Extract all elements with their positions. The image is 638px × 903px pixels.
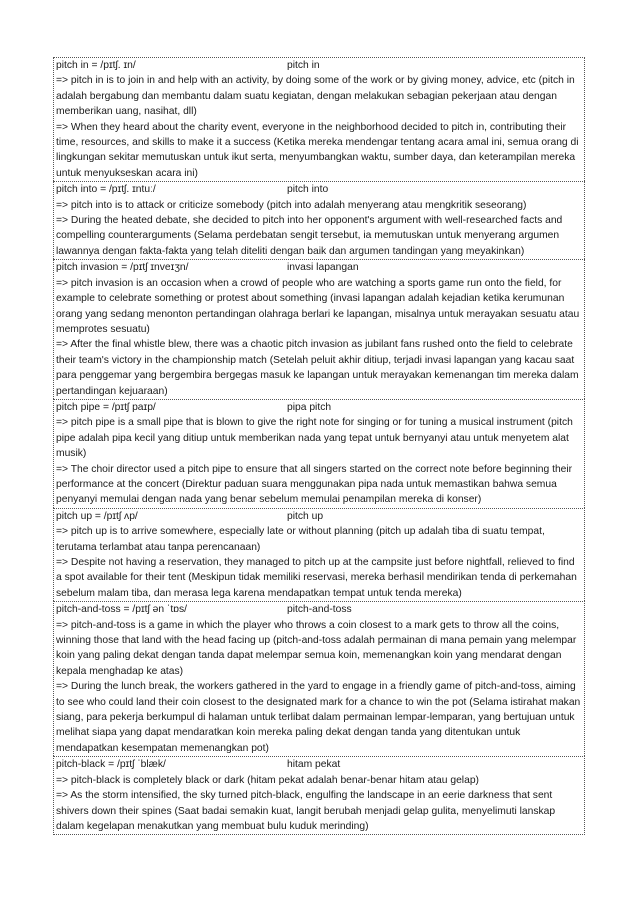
entry-header	[56, 58, 582, 73]
entry-definition: => pitch-and-toss is a game in which the player who throws a coin closest to a mark gets to throw all the coins, winning those that land with the head facing up (pitch-and-toss adalah permainan di mana pemain yang melempar koin yang paling dekat dengan tanda dapat melempar semua koin, memenangkan koin yang mendarat dengan kepala menghadap ke atas)	[56, 619, 577, 677]
vocabulary-table	[53, 57, 585, 835]
entry-definition: => pitch into is to attack or criticize somebody (pitch into adalah menyerang atau mengkritik seseorang)	[56, 199, 527, 211]
entry-header	[56, 260, 582, 275]
entry-pitch-black	[53, 756, 585, 835]
entry-definition: => pitch pipe is a small pipe that is blown to give the right note for singing or for tuning a musical instrument (pitch pipe adalah pipa kecil yang ditiup untuk memberikan nada yang tepat untuk bernyanyi atau untuk menyetem alat musik)	[56, 417, 573, 460]
entry-example: => When they heard about the charity event, everyone in the neighborhood decided to pitch in, contributing their time, resources, and skills to make it a success (Ketika mereka mendengar tentang acara amal ini, semua orang di lingkungan sekitar memutuskan untuk ikut serta, menyumbangkan waktu, sumber daya, dan keterampilan mereka untuk menyukseskan acara ini)	[56, 121, 579, 179]
entry-example: => As the storm intensified, the sky turned pitch-black, engulfing the landscape in an eerie darkness that sent shivers down their spines (Saat badai semakin kuat, langit berubah menjadi gelap gulita, menyelimuti lanskap dalam kegelapan menakutkan yang membuat bulu kuduk merinding)	[56, 790, 556, 832]
entry-term: pitch-and-toss = /pɪtʃ ən ˈtɒs/	[56, 604, 188, 616]
entry-example: => During the heated debate, she decided to pitch into her opponent's argument with well-researched facts and compelling counterarguments (Selama perdebatan sengit tersebut, ia memutuskan untuk menyerang argumen lawannya dengan fakta-fakta yang telah diteliti dengan baik dan argumen tandingan yang meyakinkan)	[56, 215, 563, 257]
entry-header	[56, 757, 582, 772]
entry-example: => During the lunch break, the workers gathered in the yard to engage in a friendly game of pitch-and-toss, aiming to see who could land their coin closest to the designated mark for a chance to win the pot (Selama istirahat makan siang, para pekerja berkumpul di halaman untuk terlibat dalam permainan lempar-lemparan, yang bertujuan untuk melihat siapa yang dapat mendaratkan koin mereka paling dekat dengan tanda yang ditentukan untuk mendapatkan kesempatan memenangkan pot)	[56, 681, 581, 754]
entry-term: pitch pipe = /pɪtʃ paɪp/	[56, 401, 156, 413]
entry-pitch-into	[53, 181, 585, 259]
entry-pitch-and-toss	[53, 601, 585, 756]
entry-header	[56, 509, 582, 524]
entry-translation: invasi lapangan	[287, 262, 359, 274]
entry-translation: hitam pekat	[287, 759, 341, 771]
entry-term: pitch up = /pɪtʃ ʌp/	[56, 510, 138, 522]
entry-definition: => pitch in is to join in and help with an activity, by doing some of the work or by giving money, advice, etc (pitch in adalah bergabung dan membantu dalam suatu kegiatan, dengan melakukan sebagian pekerjaan atau dengan memberikan uang, nasihat, dll)	[56, 75, 575, 118]
entry-example: => After the final whistle blew, there was a chaotic pitch invasion as jubilant fans rushed onto the field to celebrate their team's victory in the championship match (Setelah peluit akhir ditiup, terjadi invasi lapangan yang kacau saat para penggemar yang bergembira bergegas masuk ke lapangan untuk merayakan kemenangan tim mereka dalam pertandingan kejuaraan)	[56, 339, 579, 397]
entry-term: pitch invasion = /pɪtʃ ɪnveɪʒn/	[56, 262, 189, 274]
entry-pitch-invasion	[53, 259, 585, 399]
entry-example: => Despite not having a reservation, they managed to pitch up at the campsite just before nightfall, relieved to find a spot available for their tent (Meskipun tidak memiliki reservasi, mereka berhasil mendirikan tenda di perkemahan sebelum malam tiba, dan merasa lega karena mendapatkan tempat untuk tenda mereka)	[56, 557, 577, 599]
entry-translation: pipa pitch	[287, 401, 332, 413]
entry-translation: pitch in	[287, 60, 320, 71]
entry-term: pitch-black = /pɪtʃ ˈblæk/	[56, 759, 166, 771]
entry-term: pitch into = /pɪtʃ. ɪntuː/	[56, 184, 156, 196]
entry-translation: pitch-and-toss	[287, 604, 352, 616]
entry-translation: pitch up	[287, 510, 324, 522]
entry-definition: => pitch-black is completely black or dark (hitam pekat adalah benar-benar hitam atau gelap)	[56, 774, 479, 786]
entry-definition: => pitch invasion is an occasion when a crowd of people who are watching a sports game run onto the field, for example to celebrate something or protest about something (invasi lapangan adalah kejadian ketika kerumunan orang yang sedang menonton pertandingan olahraga berlari ke lapangan, misalnya untuk merayakan sesuatu atau memprotes sesuatu)	[56, 277, 580, 335]
entry-header	[56, 182, 582, 197]
entry-translation: pitch into	[287, 184, 329, 196]
entry-header	[56, 602, 582, 617]
entry-header	[56, 400, 582, 415]
entry-term: pitch in = /pɪtʃ. ɪn/	[56, 60, 136, 71]
entry-definition: => pitch up is to arrive somewhere, especially late or without planning (pitch up adalah tiba di suatu tempat, terutama terlambat atau tanpa perencanaan)	[56, 526, 545, 553]
entry-pitch-up	[53, 508, 585, 601]
entry-pitch-pipe	[53, 399, 585, 508]
entry-pitch-in	[53, 57, 585, 181]
entry-example: => The choir director used a pitch pipe to ensure that all singers started on the correct note before beginning their performance at the concert (Direktur paduan suara menggunakan pipa nada untuk memastikan bahwa semua penyanyi memulai dengan nada yang benar sebelum memulai penampilan mereka di konser)	[56, 463, 573, 506]
